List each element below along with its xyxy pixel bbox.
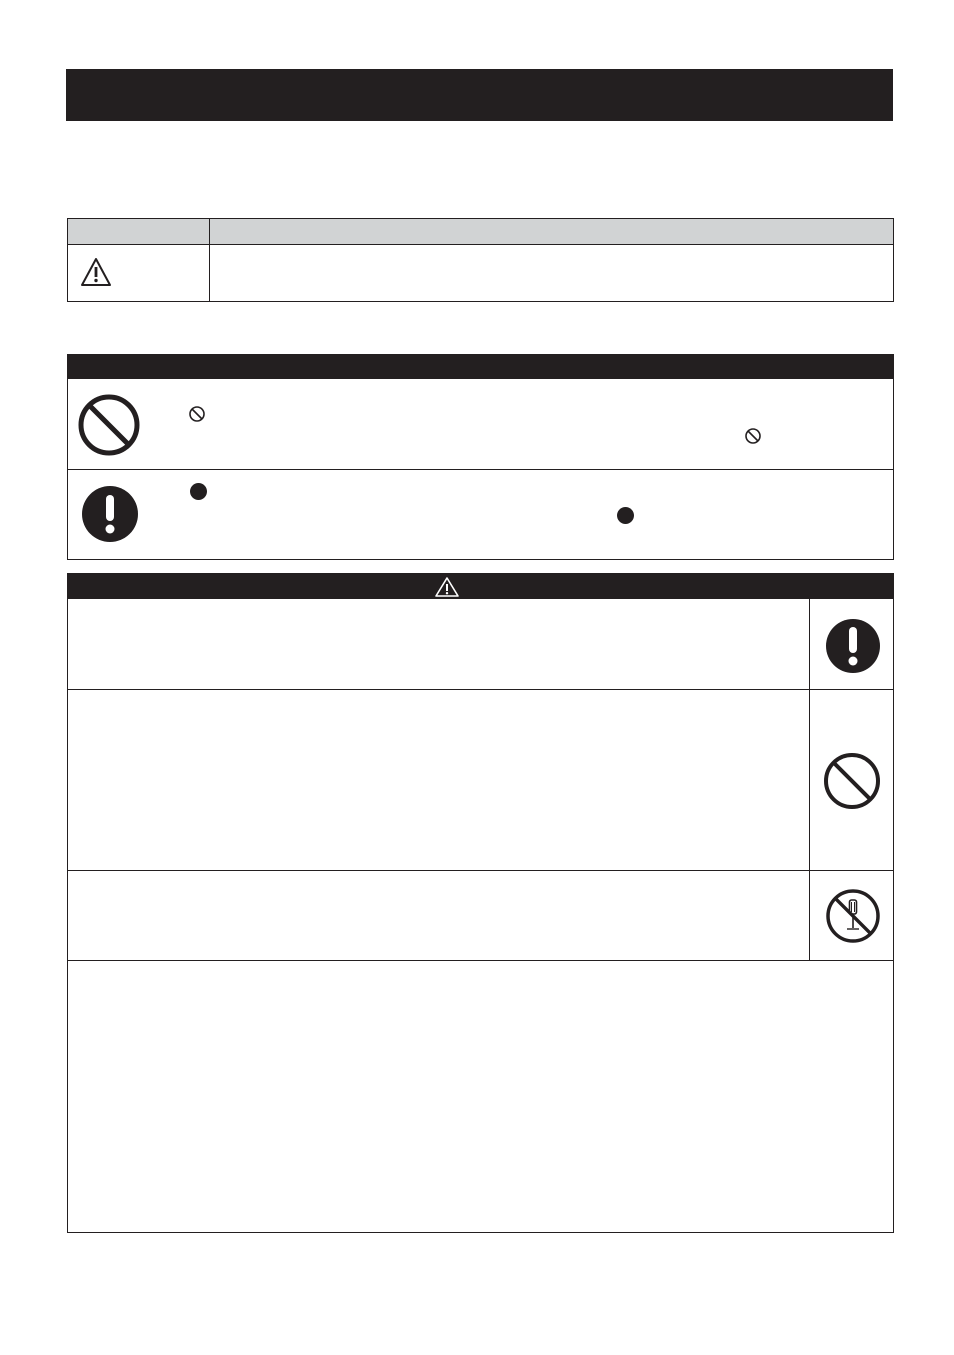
mandatory-dot-icon	[617, 507, 634, 524]
icon-column-divider	[809, 599, 810, 961]
prohibition-icon	[188, 405, 206, 423]
row-divider	[68, 469, 893, 470]
prohibition-icon	[822, 751, 882, 811]
row-divider	[68, 689, 893, 690]
no-disassembly-icon	[825, 888, 881, 944]
mandatory-action-icon	[81, 485, 139, 543]
prohibition-icon	[77, 393, 141, 457]
page-title-bar	[66, 69, 893, 121]
signal-table-header	[68, 219, 893, 245]
warning-box	[67, 573, 894, 1233]
warning-triangle-icon	[80, 257, 112, 287]
warning-triangle-icon	[434, 576, 460, 598]
signal-word-table	[67, 218, 894, 302]
column-divider	[209, 219, 210, 244]
symbol-box-header	[68, 355, 893, 379]
mandatory-action-icon	[825, 618, 881, 674]
row-divider	[68, 960, 893, 961]
warning-box-header	[68, 574, 893, 599]
mandatory-dot-icon	[190, 483, 207, 500]
row-divider	[68, 870, 893, 871]
column-divider	[209, 245, 210, 301]
prohibition-icon	[744, 427, 762, 445]
symbol-explanation-box	[67, 354, 894, 560]
